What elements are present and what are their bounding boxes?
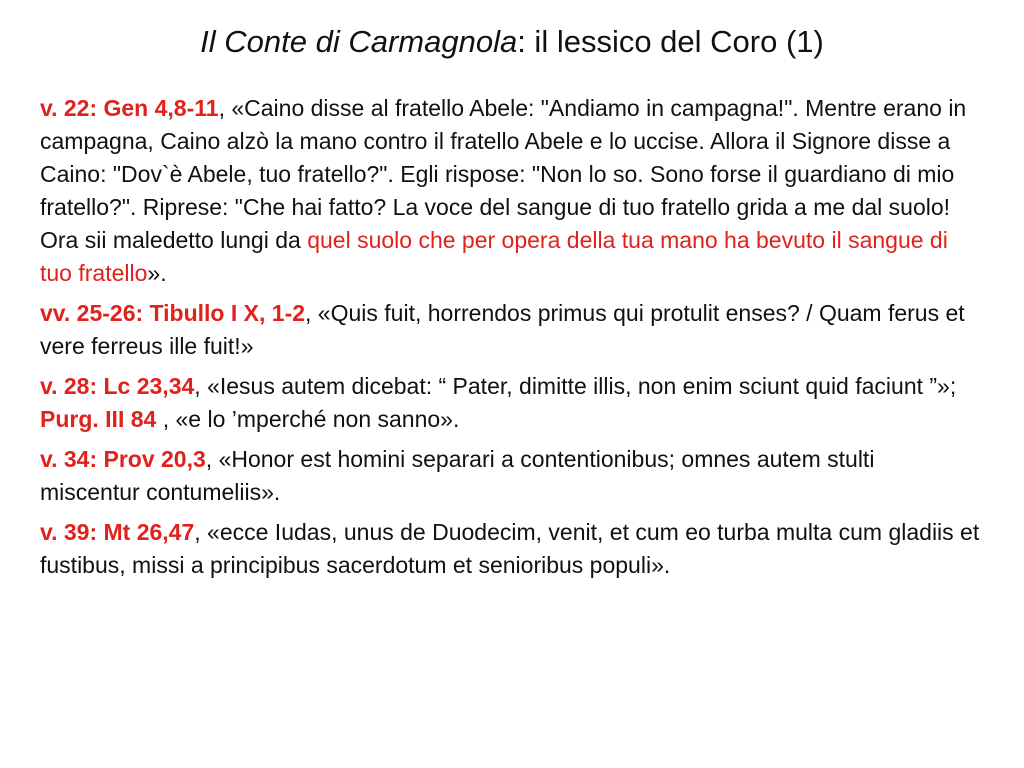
paragraph-tibullo — [40, 297, 980, 363]
quotation-end: ». — [147, 260, 167, 286]
quotation-text: , «Quis fuit, horrendos primus qui protulit enses? / Quam ferus et vere ferreus ille fuit!» — [40, 300, 965, 359]
verse-reference: vv. 25-26: Tibullo I X, 1-2 — [40, 300, 306, 326]
verse-reference: v. 39: Mt 26,47 — [40, 519, 195, 545]
slide-content — [40, 92, 980, 589]
paragraph-proverbi — [40, 443, 980, 509]
paragraph-gen — [40, 92, 980, 290]
highlighted-phrase: quel suolo che per opera della tua mano ha bevuto il sangue di tuo fratello — [40, 227, 948, 286]
verse-reference: v. 34: Prov 20,3 — [40, 446, 206, 472]
verse-reference: v. 28: Lc 23,34 — [40, 373, 195, 399]
quotation-text: , «ecce Iudas, unus de Duodecim, venit, et cum eo turba multa cum gladiis et fustibus, missi a principibus sacerdotum et senioribus populi». — [40, 519, 980, 578]
quotation-text: , «Iesus autem dicebat: “ Pater, dimitte illis, non enim sciunt quid faciunt ”»; — [194, 373, 957, 399]
quotation-text: , «Honor est homini separari a contentionibus; omnes autem stulti miscentur contumeliis». — [40, 446, 875, 505]
quotation-text: , «Caino disse al fratello Abele: "Andiamo in campagna!". Mentre erano in campagna, Caino alzò la mano contro il fratello Abele e lo uccise. Allora il Signore disse a Caino: "Dov`è Abele, tuo fratello?". Egli rispose: "Non lo so. Sono forse il guardiano di mio fratello?". Riprese: "Che hai fatto? La voce del sangue di tuo fratello grida a me dal suolo! Ora sii maledetto lungi da — [40, 95, 967, 253]
quotation-end: , «e lo ’mperché non sanno». — [156, 406, 460, 432]
slide-title — [0, 22, 1024, 62]
secondary-reference: Purg. III 84 — [40, 406, 157, 432]
verse-reference: v. 22: Gen 4,8-11 — [40, 95, 219, 121]
paragraph-luca — [40, 370, 980, 436]
title-subtitle: : il lessico del Coro (1) — [517, 24, 824, 59]
paragraph-matteo — [40, 516, 980, 582]
title-work-name: Il Conte di Carmagnola — [200, 24, 518, 59]
